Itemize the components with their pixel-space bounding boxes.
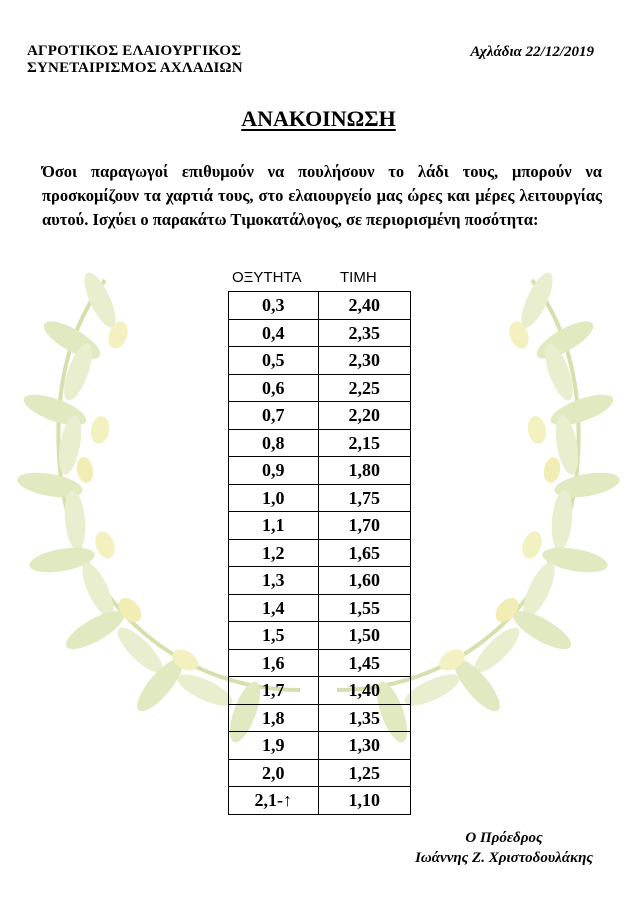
price-cell: 1,30 <box>318 732 411 760</box>
price-cell: 2,20 <box>318 402 411 430</box>
table-row <box>229 319 411 347</box>
price-table <box>228 291 411 815</box>
acidity-cell: 0,6 <box>229 374 319 402</box>
announcement-title <box>0 106 637 132</box>
acidity-cell: 0,3 <box>229 292 319 320</box>
acidity-cell: 0,7 <box>229 402 319 430</box>
table-row <box>229 704 411 732</box>
acidity-cell: 1,0 <box>229 484 319 512</box>
price-cell: 1,75 <box>318 484 411 512</box>
table-row <box>229 457 411 485</box>
table-row <box>229 347 411 375</box>
organization-name <box>27 43 243 77</box>
table-row <box>229 429 411 457</box>
price-cell: 2,15 <box>318 429 411 457</box>
acidity-cell: 2,0 <box>229 759 319 787</box>
price-cell: 1,10 <box>318 787 411 815</box>
header-price: ΤΙΜΗ <box>340 269 377 286</box>
table-column-headers <box>220 269 411 289</box>
price-cell: 1,55 <box>318 594 411 622</box>
price-cell: 1,80 <box>318 457 411 485</box>
table-row <box>229 539 411 567</box>
price-cell: 1,35 <box>318 704 411 732</box>
acidity-cell: 0,8 <box>229 429 319 457</box>
table-row <box>229 594 411 622</box>
acidity-cell: 1,9 <box>229 732 319 760</box>
signature-block <box>415 828 593 868</box>
acidity-cell: 0,9 <box>229 457 319 485</box>
price-cell: 1,50 <box>318 622 411 650</box>
price-cell: 1,45 <box>318 649 411 677</box>
organization-name-line2: ΣΥΝΕΤΑΙΡΙΣΜΟΣ ΑΧΛΑΔΙΩΝ <box>27 60 243 76</box>
table-row <box>229 759 411 787</box>
table-row <box>229 484 411 512</box>
acidity-cell: 1,5 <box>229 622 319 650</box>
table-row <box>229 677 411 705</box>
table-row <box>229 374 411 402</box>
signature-role: Ο Πρόεδρος <box>465 830 543 846</box>
acidity-cell: 1,6 <box>229 649 319 677</box>
table-row <box>229 787 411 815</box>
table-row <box>229 512 411 540</box>
acidity-cell: 1,2 <box>229 539 319 567</box>
price-cell: 1,25 <box>318 759 411 787</box>
table-row <box>229 732 411 760</box>
place-date: Αχλάδια 22/12/2019 <box>470 44 594 60</box>
table-row <box>229 649 411 677</box>
acidity-cell: 1,3 <box>229 567 319 595</box>
acidity-cell: 1,7 <box>229 677 319 705</box>
signature-name: Ιωάννης Ζ. Χριστοδουλάκης <box>415 850 593 866</box>
acidity-cell: 0,5 <box>229 347 319 375</box>
price-cell: 2,25 <box>318 374 411 402</box>
acidity-cell: 1,1 <box>229 512 319 540</box>
organization-name-line1: ΑΓΡΟΤΙΚΟΣ ΕΛΑΙΟΥΡΓΙΚΟΣ <box>27 43 242 59</box>
acidity-cell: 2,1-↑ <box>229 787 319 815</box>
price-cell: 1,65 <box>318 539 411 567</box>
table-row <box>229 292 411 320</box>
price-cell: 1,60 <box>318 567 411 595</box>
acidity-cell: 0,4 <box>229 319 319 347</box>
table-row <box>229 402 411 430</box>
price-cell: 1,70 <box>318 512 411 540</box>
price-cell: 1,40 <box>318 677 411 705</box>
header-acidity: ΟΞΥΤΗΤΑ <box>232 269 302 286</box>
price-cell: 2,30 <box>318 347 411 375</box>
announcement-body: Όσοι παραγωγοί επιθυμούν να πουλήσουν το λάδι τους, μπορούν να προσκομίζουν τα χαρτιά τους, στο ελαιουργείο μας ώρες και μέρες λειτουργίας αυτού. Ισχύει ο παρακάτω Τιμοκατάλογος, σε περιορισμένη ποσότητα: <box>42 162 602 229</box>
acidity-cell: 1,4 <box>229 594 319 622</box>
announcement-title-text: ΑΝΑΚΟΙΝΩΣΗ <box>241 106 396 131</box>
acidity-cell: 1,8 <box>229 704 319 732</box>
price-cell: 2,35 <box>318 319 411 347</box>
table-row <box>229 567 411 595</box>
price-cell: 2,40 <box>318 292 411 320</box>
table-row <box>229 622 411 650</box>
